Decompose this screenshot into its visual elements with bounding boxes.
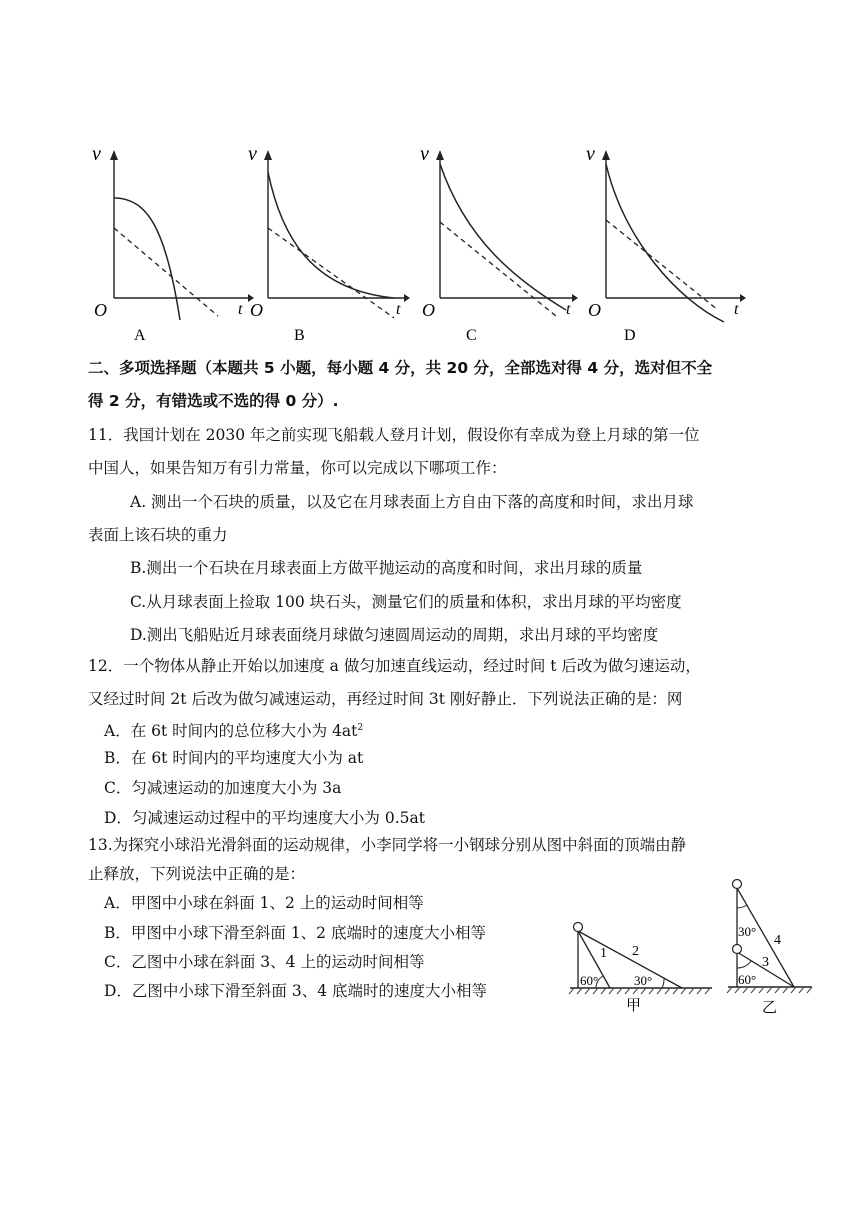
q11-option-a-line2: 表面上该石块的重力	[88, 526, 228, 544]
q11-option-d: D.测出飞船贴近月球表面绕月球做匀速圆周运动的周期，求出月球的平均密度	[130, 626, 659, 644]
origin-label: O	[94, 300, 107, 320]
origin-label: O	[250, 300, 263, 320]
q12-option-b: B．在 6t 时间内的平均速度大小为 at	[104, 749, 364, 767]
axis-t-label: t	[734, 301, 739, 318]
slope-3-label: 3	[762, 955, 769, 970]
q11-stem-line2: 中国人，如果告知万有引力常量，你可以完成以下哪项工作：	[88, 459, 507, 477]
q11-stem-line1: 11．我国计划在 2030 年之前实现飞船载人登月计划，假设你有幸成为登上月球的第一位	[88, 426, 700, 444]
q13-stem-line2: 止释放，下列说法中正确的是：	[88, 865, 306, 883]
q11-option-a-line1: A. 测出一个石块的质量，以及它在月球表面上方自由下落的高度和时间，求出月球	[130, 493, 694, 511]
q13-option-a: A．甲图中小球在斜面 1、2 上的运动时间相等	[104, 894, 424, 912]
angle-60-label: 60°	[738, 972, 757, 987]
q13-option-d: D．乙图中小球下滑至斜面 3、4 底端时的速度大小相等	[104, 982, 488, 1000]
angle-30-label: 30°	[634, 973, 653, 988]
vt-graphs-figure	[88, 140, 752, 346]
figure-yi-inclines	[726, 874, 816, 1016]
graph-label: A	[134, 327, 146, 344]
graph-d	[588, 140, 754, 346]
graph-a	[88, 140, 254, 346]
axis-v-label: v	[420, 143, 429, 165]
section2-heading-line1: 二、多项选择题（本题共 5 小题，每小题 4 分，共 20 分，全部选对得 4 分，选对但不全	[88, 359, 713, 377]
axis-t-label: t	[566, 301, 571, 318]
graph-c	[420, 140, 592, 346]
graph-label: C	[466, 327, 477, 344]
q12-option-a-superscript: 2	[357, 723, 364, 733]
q11-option-b: B.测出一个石块在月球表面上方做平抛运动的高度和时间，求出月球的质量	[130, 559, 643, 577]
angle-60-label: 60°	[580, 973, 599, 988]
slope-2-label: 2	[632, 944, 639, 959]
origin-label: O	[422, 300, 435, 320]
origin-label: O	[588, 300, 601, 320]
q12-option-c: C．匀减速运动的加速度大小为 3a	[104, 779, 342, 797]
figure-jia-inclines	[566, 915, 716, 1015]
axis-t-label: t	[238, 301, 243, 318]
q12-stem-line2: 又经过时间 2t 后改为做匀减速运动，再经过时间 3t 刚好静止．下列说法正确的是：网	[88, 690, 683, 708]
graph-label: D	[624, 327, 636, 344]
axis-v-label: v	[586, 143, 595, 165]
axis-v-label: v	[248, 143, 257, 165]
q13-option-b: B．甲图中小球下滑至斜面 1、2 底端时的速度大小相等	[104, 924, 486, 942]
q13-stem-line1: 13.为探究小球沿光滑斜面的运动规律，小李同学将一小钢球分别从图中斜面的顶端由静	[88, 836, 687, 854]
q12-option-d: D．匀减速运动过程中的平均速度大小为 0.5at	[104, 809, 425, 827]
q11-option-c: C.从月球表面上捡取 100 块石头，测量它们的质量和体积，求出月球的平均密度	[130, 593, 682, 611]
q12-option-a	[104, 718, 363, 741]
axis-v-label: v	[92, 143, 101, 165]
axis-t-label: t	[396, 301, 401, 318]
q12-option-a-text: A．在 6t 时间内的总位移大小为 4at	[104, 722, 358, 741]
slope-4-label: 4	[774, 933, 781, 948]
figure-yi-label: 乙	[762, 1000, 778, 1016]
figure-jia-label: 甲	[626, 998, 642, 1014]
section2-heading-line2: 得 2 分，有错选或不选的得 0 分）.	[88, 392, 339, 410]
graph-b	[248, 140, 420, 346]
graph-label: B	[294, 327, 305, 344]
q12-stem-line1: 12．一个物体从静止开始以加速度 a 做匀加速直线运动，经过时间 t 后改为做匀速运动，	[88, 657, 701, 675]
angle-30-label: 30°	[738, 924, 757, 939]
q13-option-c: C．乙图中小球在斜面 3、4 上的运动时间相等	[104, 953, 425, 971]
slope-1-label: 1	[600, 946, 607, 961]
